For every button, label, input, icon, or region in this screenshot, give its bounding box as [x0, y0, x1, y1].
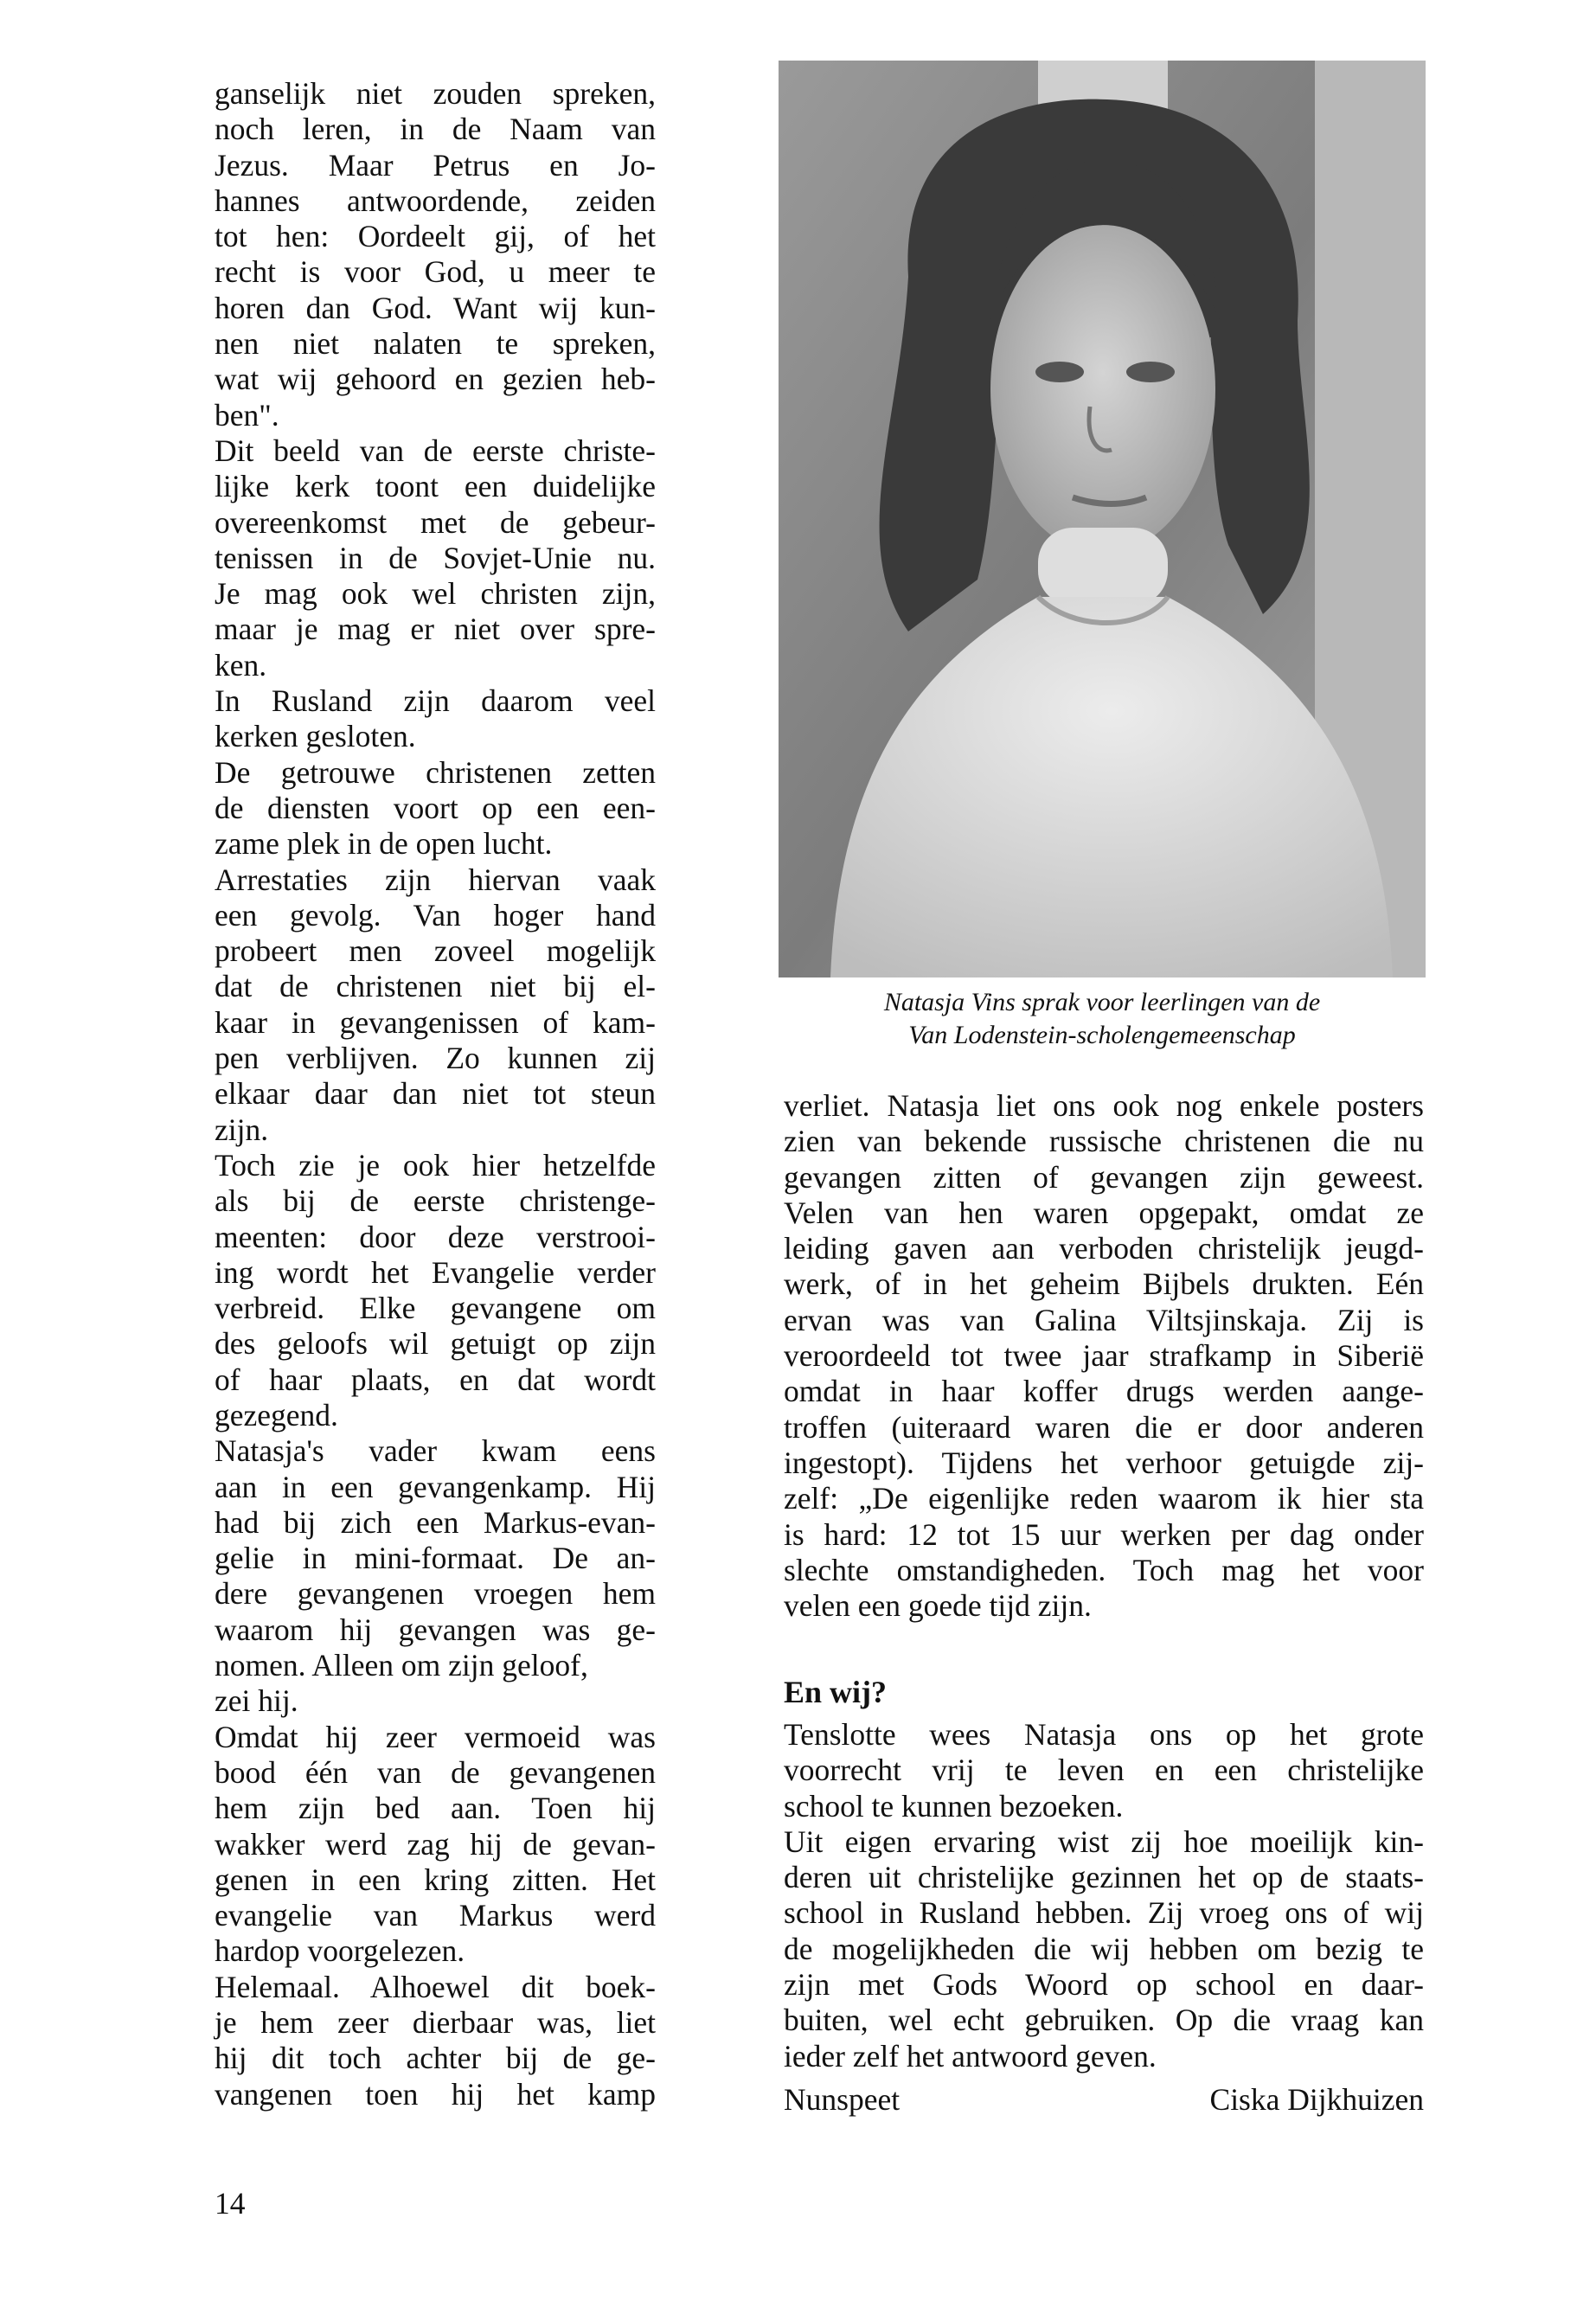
- text-line: ieder zelf het antwoord geven.: [784, 2038, 1157, 2073]
- text-line: ing wordt het Evangelie verder: [215, 1254, 656, 1290]
- text-line: De getrouwe christenen zetten: [215, 754, 656, 790]
- section-heading: En wij?: [784, 1675, 888, 1709]
- text-line: voorrecht vrij te leven en een christelijke: [784, 1753, 1424, 1788]
- text-line: Je mag ook wel christen zijn,: [215, 576, 656, 612]
- text-line: school te kunnen bezoeken.: [784, 1788, 1124, 1823]
- portrait-photo: [779, 61, 1426, 977]
- text-line: deren uit christelijke gezinnen het op de staats-: [784, 1860, 1424, 1895]
- text-line: zelf: „De eigenlijke reden waarom ik hier sta: [784, 1481, 1424, 1516]
- text-line: omdat in haar koffer drugs werden aange-: [784, 1374, 1424, 1409]
- text-line: hem zijn bed aan. Toen hij: [215, 1791, 656, 1826]
- text-line: des geloofs wil getuigt op zijn: [215, 1326, 656, 1362]
- text-line: hardop voorgelezen.: [215, 1933, 465, 1969]
- text-line: als bij de eerste christenge-: [215, 1183, 656, 1219]
- text-line: school in Rusland hebben. Zij vroeg ons of wij: [784, 1895, 1424, 1931]
- text-line: tot hen: Oordeelt gij, of het: [215, 219, 656, 254]
- text-line: lijke kerk toont een duidelijke: [215, 469, 656, 504]
- text-line: elkaar daar dan niet tot steun: [215, 1076, 656, 1112]
- caption-line: Natasja Vins sprak voor leerlingen van de: [883, 988, 1321, 1016]
- text-line: zei hij.: [215, 1683, 298, 1719]
- text-line: pen verblijven. Zo kunnen zij: [215, 1041, 656, 1076]
- text-line: slechte omstandigheden. Toch mag het voor: [784, 1552, 1424, 1587]
- text-line: werk, of in het geheim Bijbels drukten. Eén: [784, 1266, 1424, 1302]
- text-line: In Rusland zijn daarom veel: [215, 683, 656, 719]
- text-line: Arrestaties zijn hiervan vaak: [215, 862, 656, 897]
- text-line: maar je mag er niet over spre-: [215, 612, 656, 647]
- text-line: verliet. Natasja liet ons ook nog enkele posters: [784, 1088, 1424, 1123]
- text-line: Tenslotte wees Natasja ons op het grote: [784, 1717, 1424, 1752]
- right-text-column: [784, 1088, 1424, 1624]
- text-line: is hard: 12 tot 15 uur werken per dag onder: [784, 1516, 1424, 1552]
- text-line: ben".: [215, 397, 279, 433]
- text-line: kaar in gevangenissen of kam-: [215, 1004, 656, 1040]
- text-line: zijn.: [215, 1112, 269, 1147]
- text-line: de mogelijkheden die wij hebben om bezig te: [784, 1931, 1424, 1966]
- text-line: buiten, wel echt gebruiken. Op die vraag kan: [784, 2003, 1424, 2038]
- text-line: zame plek in de open lucht.: [215, 826, 553, 862]
- text-line: gevangen zitten of gevangen zijn geweest.: [784, 1159, 1424, 1195]
- text-line: zijn met Gods Woord op school en daar-: [784, 1967, 1424, 2003]
- text-line: wakker werd zag hij de gevan-: [215, 1826, 656, 1862]
- text-line: velen een goede tijd zijn.: [784, 1588, 1092, 1624]
- text-line: ervan was van Galina Viltsjinskaja. Zij is: [784, 1302, 1424, 1337]
- text-line: Dit beeld van de eerste christe-: [215, 433, 656, 468]
- text-line: had bij zich een Markus-evan-: [215, 1504, 656, 1540]
- text-line: nomen. Alleen om zijn geloof,: [215, 1648, 588, 1683]
- text-line: de diensten voort op een een-: [215, 790, 656, 825]
- text-line: waarom hij gevangen was ge-: [215, 1612, 656, 1647]
- text-line: aan in een gevangenkamp. Hij: [215, 1469, 656, 1504]
- text-line: zien van bekende russische christenen die nu: [784, 1124, 1424, 1159]
- text-line: verbreid. Elke gevangene om: [215, 1291, 656, 1326]
- text-line: meenten: door deze verstrooi-: [215, 1219, 656, 1254]
- text-line: genen in een kring zitten. Het: [215, 1862, 656, 1897]
- text-line: overeenkomst met de gebeur-: [215, 504, 656, 540]
- text-line: Toch zie je ook hier hetzelfde: [215, 1147, 656, 1183]
- text-line: hij dit toch achter bij de ge-: [215, 2041, 656, 2076]
- text-line: troffen (uiteraard waren die er door anderen: [784, 1409, 1424, 1445]
- text-line: of haar plaats, en dat wordt: [215, 1362, 656, 1397]
- text-line: leiding gaven aan verboden christelijk jeugd-: [784, 1231, 1424, 1266]
- text-line: hannes antwoordende, zeiden: [215, 183, 656, 218]
- text-line: dere gevangenen vroegen hem: [215, 1576, 656, 1612]
- right-text-column-2: [784, 1717, 1424, 2074]
- left-text-column: [215, 76, 656, 2112]
- text-line: een gevolg. Van hoger hand: [215, 897, 656, 933]
- text-line: ganselijk niet zouden spreken,: [215, 76, 656, 111]
- text-line: gelie in mini-formaat. De an-: [215, 1541, 656, 1576]
- text-line: Uit eigen ervaring wist zij hoe moeilijk kin-: [784, 1823, 1424, 1859]
- text-line: veroordeeld tot twee jaar strafkamp in Siberië: [784, 1338, 1424, 1374]
- photo: [779, 61, 1426, 977]
- photo-caption: [779, 986, 1426, 1052]
- text-line: noch leren, in de Naam van: [215, 112, 656, 147]
- caption-line: Van Lodenstein-scholengemeenschap: [908, 1021, 1296, 1049]
- text-line: tenissen in de Sovjet-Unie nu.: [215, 540, 656, 575]
- text-line: dat de christenen niet bij el-: [215, 969, 656, 1004]
- signature-author: Ciska Dijkhuizen: [1209, 2082, 1424, 2117]
- text-line: nen niet nalaten te spreken,: [215, 326, 656, 362]
- text-line: Velen van hen waren opgepakt, omdat ze: [784, 1195, 1424, 1230]
- page-number: 14: [215, 2186, 246, 2221]
- text-line: probeert men zoveel mogelijk: [215, 933, 656, 969]
- text-line: horen dan God. Want wij kun-: [215, 290, 656, 325]
- text-line: ingestopt). Tijdens het verhoor getuigde zij-: [784, 1445, 1424, 1480]
- text-line: gezegend.: [215, 1397, 338, 1433]
- text-line: recht is voor God, u meer te: [215, 254, 656, 290]
- text-line: Helemaal. Alhoewel dit boek-: [215, 1969, 656, 2004]
- text-line: je hem zeer dierbaar was, liet: [215, 2005, 656, 2041]
- text-line: vangenen toen hij het kamp: [215, 2076, 656, 2112]
- text-line: ken.: [215, 647, 267, 683]
- signature-place: Nunspeet: [784, 2082, 901, 2117]
- text-line: kerken gesloten.: [215, 719, 416, 754]
- text-line: bood één van de gevangenen: [215, 1754, 656, 1790]
- text-line: Omdat hij zeer vermoeid was: [215, 1719, 656, 1754]
- text-line: Natasja's vader kwam eens: [215, 1433, 656, 1469]
- text-line: wat wij gehoord en gezien heb-: [215, 362, 656, 397]
- text-line: Jezus. Maar Petrus en Jo-: [215, 147, 656, 183]
- text-line: evangelie van Markus werd: [215, 1898, 656, 1933]
